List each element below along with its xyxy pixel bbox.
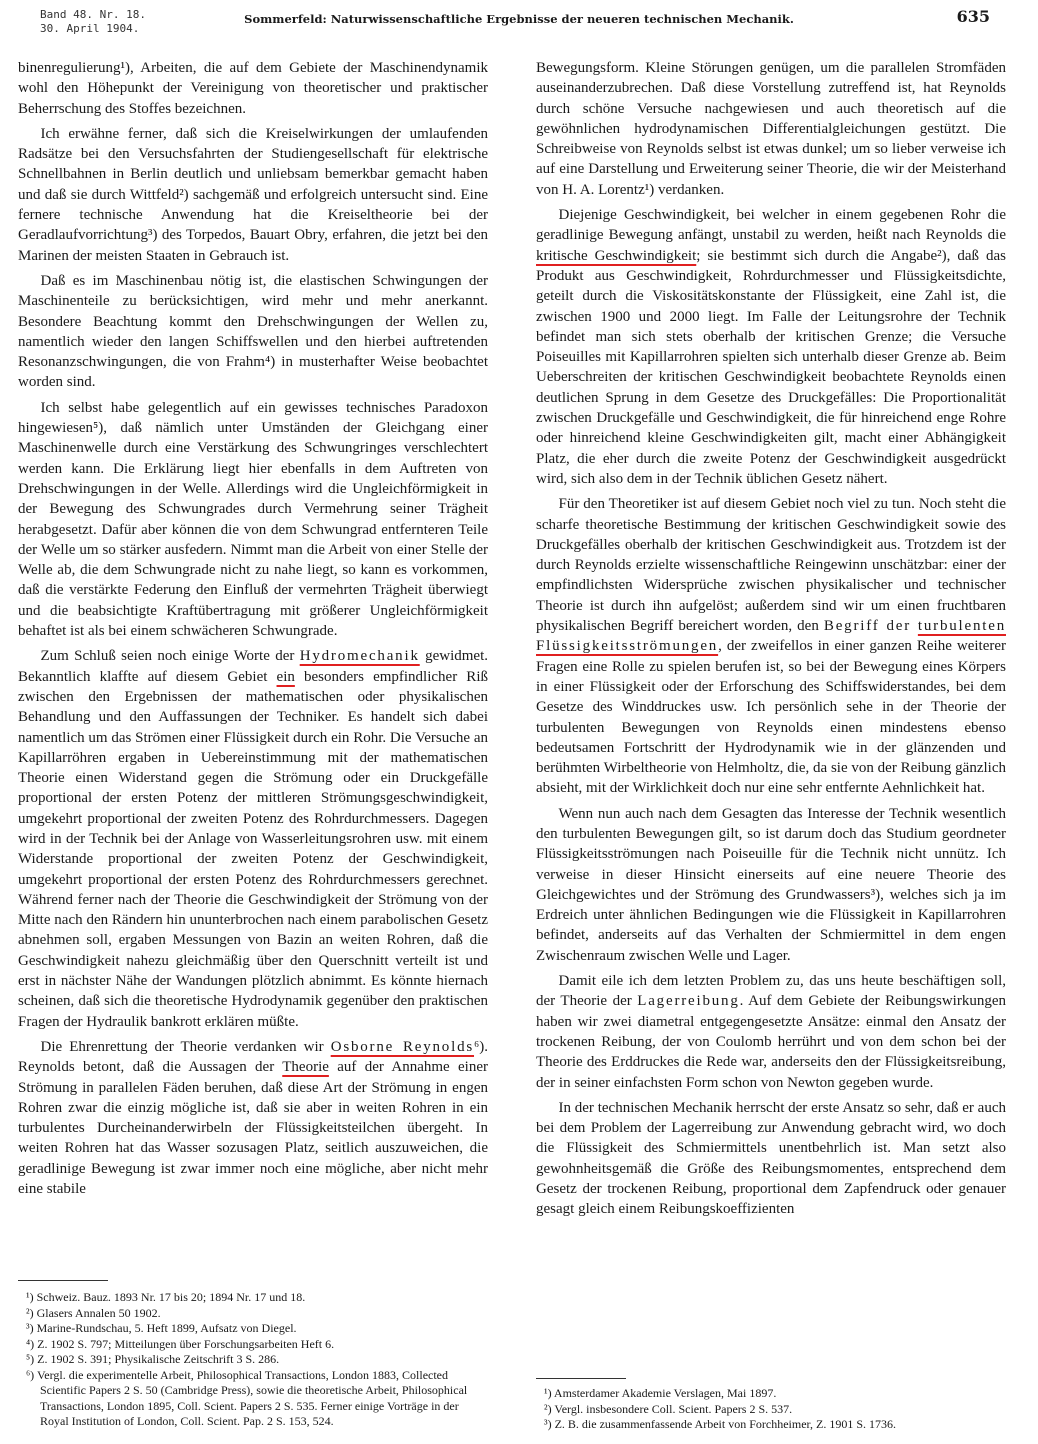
running-title: Sommerfeld: Naturwissenschaftliche Ergebnisse der neueren technischen Mechanik. bbox=[244, 12, 794, 26]
highlight-turbulente-stroemungen: turbulenten Flüssigkeitsströmungen bbox=[536, 618, 1006, 655]
text-run: ⁶). Reynolds betont, daß die Aussagen der bbox=[18, 1038, 488, 1076]
footnote: ³) Marine-Rundschau, 5. Heft 1899, Aufsatz von Diegel. bbox=[26, 1321, 297, 1335]
footnote-rule-right bbox=[536, 1378, 626, 1379]
issue-date: 30. April 1904. bbox=[40, 22, 140, 35]
text-run: besonders empfindlicher Riß zwischen den Ergebnissen der mathematischen oder physikalischen Behandlung und den Auffassungen der Techniker. Es handelt sich dabei namentlich um das Strömen einer Flüssigkeit durch ein Rohr. Die Versuche an Kapillarröhren ergaben in Uebereinstimmung mit der mathematischen Theorie einen Widerstand gegen die Strömung oder ein Druckgefälle proportional der ersten Potenz der mittleren Strömungsgeschwindigkeit, umgekehrt proportional der zweiten Potenz des Rohrdurchmessers. Dagegen wird in der Technik bei der Anlage von Wasserleitungsrohren usw. mit einem Widerstande proportional der zweiten Potenz der Geschwindigkeit, umgekehrt proportional der ersten Potenz des Rohrdurchmessers gerechnet. Während ferner nach der Theorie die Geschwindigkeit der Strömung von der Mitte nach den Rändern hin ununterbrochen nach einem parabolischen Gesetz abnehmen soll, ergaben Messungen von Bazin an weiten Rohren, daß die Geschwindigkeit nahezu gleichmäßig über den Querschnitt verteilt ist und erst in nächster Nähe der Wandungen plötzlich abnimmt. Es könnte hiernach scheinen, daß sich die theoretische Hydrodynamik gegenüber den praktischen Fragen der Hydraulik bankrott erklären müßte. bbox=[18, 668, 488, 1030]
paragraph: Wenn nun auch nach dem Gesagten das Interesse der Technik wesentlich den turbulenten Bewegungen gilt, so ist darum doch das Studium geordneter Flüssigkeitsströmungen nach Poiseuille für die Technik nicht unnütz. Ich verweise in dieser Hinsicht einerseits auf eine neuere Theorie des Gleichgewichtes und der Strömung des Grundwassers³), welches sich ja im Erdreich unter ähnlichen Bedingungen wie die Flüssigkeit in Kapillarrohren befindet, anderseits auf das Verhalten der Schmiermittel in dem engen Zwischenraum zwischen Welle und Lager. bbox=[536, 805, 1006, 964]
footnote: ³) Z. B. die zusammenfassende Arbeit von Forchheimer, Z. 1901 S. 1736. bbox=[544, 1417, 897, 1431]
text-run: auf der Annahme einer Strömung in parallelen Fäden beruhen, daß diese Art der Strömung in engen Rohren zwar die einzig mögliche ist, daß sie aber in weiten Rohren in ein turbulentes Durcheinanderwirbeln der Flüssigkeitsteilchen übergeht. In weiten Rohren hat das Wasser sozusagen Platz, seitlich auszuweichen, die geradlinige Bewegung ist zwar immer noch eine mögliche, aber nicht mehr eine stabile bbox=[18, 1059, 488, 1198]
volume-number: Band 48. Nr. 18. bbox=[40, 8, 146, 21]
paragraph: binenregulierung¹), Arbeiten, die auf dem Gebiete der Maschinendynamik wohl den Höhepunkt der Vereinigung von theoretischer und praktischer Beherrschung des Stoffes bezeichnen. bbox=[18, 60, 488, 117]
footnotes-left bbox=[18, 1290, 488, 1430]
paragraph: Bewegungsform. Kleine Störungen genügen, um die parallelen Stromfäden auseinanderzubrechen. Daß diese Vorstellung zutreffend ist, hat Reynolds durch schöne Versuche nachgewiesen und auch theoretisch auf die gewöhnlichen hydrodynamischen Differentialgleichungen gestützt. Die Schreibweise von Reynolds selbst ist etwas dunkel; um so lieber verweise ich auf eine Darstellung und Erweiterung seiner Theorie, die wir der Meisterhand von H. A. Lorentz¹) verdanken. bbox=[536, 60, 1006, 198]
footnotes-right bbox=[536, 1386, 1006, 1433]
footnote: ²) Glasers Annalen 50 1902. bbox=[26, 1305, 161, 1320]
text-run: , der zweifellos in einer ganzen Reihe weiterer Fragen eine Rolle zu spielen berufen ist, so bei der Bewegung eines Körpers in einer Flüssigkeit oder der Erforschung des Schiffswiderstandes, bei dem Gesetze des Winddruckes usw. Ich persönlich sehe in der Theorie der turbulenten Bewegungen von Reynolds einen mindestens ebenso bedeutsamen Fortschritt der Hydrodynamik wie in der glänzenden und berühmten Wirbeltheorie von Helmholtz, die, da sie von der Reibung gänzlich absieht, mit der Wirklichkeit doch nur eine sehr entfernte Aehnlichkeit hat. bbox=[536, 638, 1006, 797]
text-run: Zum Schluß seien noch einige Worte der bbox=[40, 648, 300, 665]
footnote: ⁴) Z. 1902 S. 797; Mitteilungen über Forschungsarbeiten Heft 6. bbox=[26, 1336, 335, 1351]
spaced-term: Begriff der bbox=[823, 618, 918, 635]
footnote: ²) Vergl. insbesondere Coll. Scient. Papers 2 S. 537. bbox=[544, 1401, 793, 1416]
paragraph-hydromechanik bbox=[18, 646, 488, 1032]
left-column bbox=[18, 58, 488, 1273]
text-run: gewidmet. Bekanntlich klaffte auf diesem Gebiet bbox=[18, 648, 488, 685]
paragraph-turbulence bbox=[536, 494, 1006, 798]
highlight-kritische-geschwindigkeit: kritische Geschwindigkeit bbox=[536, 247, 697, 264]
page-number: 635 bbox=[956, 7, 990, 26]
text-run: ; sie bestimmt sich durch die Angabe²), daß das Produkt aus Geschwindigkeit, Rohrdurchmesser und Flüssigkeitsdichte, geteilt durch die Viskositätskonstante der Flüssigkeit, eine Zahl ist, die zwischen 1900 und 2000 liegt. Im Falle der Leitungsrohre der Technik befindet man sich stets oberhalb der kritischen Grenze; die Versuche Poiseuilles mit Kapillarrohren spielten sich unterhalb dieser Grenze ab. Beim Ueberschreiten der kritischen Geschwindigkeit beobachtete Reynolds einen deutlichen Sprung in dem Gesetze des Druckgefälles: Die Proportionalität zwischen Druckgefälle und Geschwindigkeit, die für hinreichend enge Rohre oder hinreichend kleine Geschwindigkeiten gilt, macht einer Abhängigkeit Platz, die eher durch die zweite Potenz der Geschwindigkeit ausgedrückt wird, sich also dem in der Technik üblichen Gesetz nähert. bbox=[536, 247, 1006, 487]
text-run: Für den Theoretiker ist auf diesem Gebiet noch viel zu tun. Noch steht die scharfe theoretische Bestimmung der kritischen Geschwindigkeit sowie des Druckgefälles oberhalb der kritischen Geschwindigkeit aus. Trotzdem ist der durch Reynolds erzielte wissenschaftliche Reingewinn unschätzbar: einer der empfindlichsten Widersprüche zwischen physikalischer und technischer Theorie ist durch ihn aufgelöst; außerdem sind wir um einen fruchtbaren physikalischen Begriff bereichert worden, den bbox=[536, 496, 1006, 635]
paragraph: Ich selbst habe gelegentlich auf ein gewisses technisches Paradoxon hingewiesen⁵), daß nämlich unter Umständen der Gleichgang einer Maschinenwelle durch eine Verstärkung des Schwungringes verschlechtert werden kann. Die Erklärung liegt hier ebenfalls in dem Auftreten von Drehschwingungen in der Welle. Allerdings wird die Ungleichförmigkeit in der Bewegung des Schwungrades durch Vermehrung seiner Trägheit herabgesetzt. Dafür aber können die von dem Schwungrad entfernteren Teile der Welle um so stärker ausfedern. Nimmt man die Arbeit von einer Stelle der Welle ab, die dem Schwungrade nicht zu nahe liegt, so kann es vorkommen, daß die verstärkte Federung den Einfluß der vermehrten Trägheit überwiegt und die beabsichtigte Kraftübertragung mit größerer Ungleichförmigkeit behaftet ist als bei einem schwächeren Schwungrade. bbox=[18, 399, 488, 640]
footnote-rule-left bbox=[18, 1280, 108, 1281]
paragraph-lagerreibung bbox=[536, 971, 1006, 1093]
paragraph: Daß es im Maschinenbau nötig ist, die elastischen Schwingungen der Maschinenteile zu berücksichtigen, wird mehr und mehr anerkannt. Besondere Beachtung kommt den Drehschwingungen der Wellen zu, namentlich wieder den langen Schiffswellen und den hierbei auftretenden Resonanzschwingungen, die von Frahm⁴) in musterhafter Weise beobachtet worden sind. bbox=[18, 272, 488, 391]
text-run: Die Ehrenrettung der Theorie verdanken wir bbox=[40, 1038, 331, 1055]
highlight-ein: ein bbox=[276, 668, 295, 685]
right-column bbox=[536, 58, 1006, 1348]
text-run: Damit eile ich dem letzten Problem zu, das uns heute beschäftigen soll, der Theorie der bbox=[536, 973, 1006, 1010]
footnote: ⁵) Z. 1902 S. 391; Physikalische Zeitschrift 3 S. 286. bbox=[26, 1352, 280, 1366]
footnote: ¹) Schweiz. Bauz. 1893 Nr. 17 bis 20; 1894 Nr. 17 und 18. bbox=[26, 1290, 306, 1304]
spaced-term-lagerreibung: Lagerreibung bbox=[637, 993, 740, 1010]
page-header bbox=[18, 6, 1020, 34]
text-run: . Auf dem Gebiete der Reibungswirkungen haben wir zwei diametral entgegengesetzte Ansätze: einmal den Ansatz der trockenen Reibung, der von Coulomb herrührt und von dem schon bei der Theorie des Erddruckes die Rede war, anderseits den der Flüssigkeitsreibung, der in seiner einfachsten Form schon von Newton gegeben wurde. bbox=[536, 993, 1006, 1091]
text-run: Diejenige Geschwindigkeit, bei welcher in einem gegebenen Rohr die geradlinige Bewegung anfängt, unstabil zu werden, heißt nach Reynolds die bbox=[536, 207, 1006, 244]
paragraph-critical-velocity bbox=[536, 205, 1006, 489]
footnote: ¹) Amsterdamer Akademie Verslagen, Mai 1897. bbox=[544, 1386, 777, 1400]
highlight-hydromechanik: Hydromechanik bbox=[299, 648, 420, 665]
paragraph: Ich erwähne ferner, daß sich die Kreiselwirkungen der umlaufenden Radsätze bei den Versuchsfahrten der Studiengesellschaft für elektrische Schnellbahnen in Berlin deutlich und unliebsam bemerkbar gemacht haben und daß sie durch Wittfeld²) sachgemäß und erfolgreich untersucht sind. Eine fernere technische Anwendung hat die Kreiseltheorie bei der Geradlaufvorrichtung³) des Torpedos, Bauart Obry, erfahren, die jetzt bei den Marinen der meisten Staaten in Gebrauch ist. bbox=[18, 125, 488, 264]
highlight-theorie: Theorie bbox=[282, 1059, 329, 1076]
footnote: ⁶) Vergl. die experimentelle Arbeit, Philosophical Transactions, London 1883, Collected Scientific Papers 2 S. 50 (Cambridge Press), sowie die theoretische Arbeit, Philosophical Transactions, London 1895, Coll. Scient. Papers 2 S. 535. Ferner einige Vorträge in der Royal Institution of London, Coll. Scient. Pap. 2 S. 153, 524. bbox=[26, 1367, 468, 1428]
highlight-osborne-reynolds: Osborne Reynolds bbox=[330, 1038, 475, 1055]
paragraph-reynolds bbox=[18, 1037, 488, 1199]
paragraph: In der technischen Mechanik herrscht der erste Ansatz so sehr, daß er auch bei dem Problem der Lagerreibung zur Anwendung gebracht wird, wo doch die Flüssigkeit des Schmiermittels unentbehrlich ist. Man setzt also gewohnheitsgemäß die Größe des Reibungsmomentes, entsprechend dem Gesetz der trockenen Reibung, proportional dem Zapfendruck oder genauer gesagt gleich einem Reibungskoeffizienten bbox=[536, 1099, 1006, 1218]
